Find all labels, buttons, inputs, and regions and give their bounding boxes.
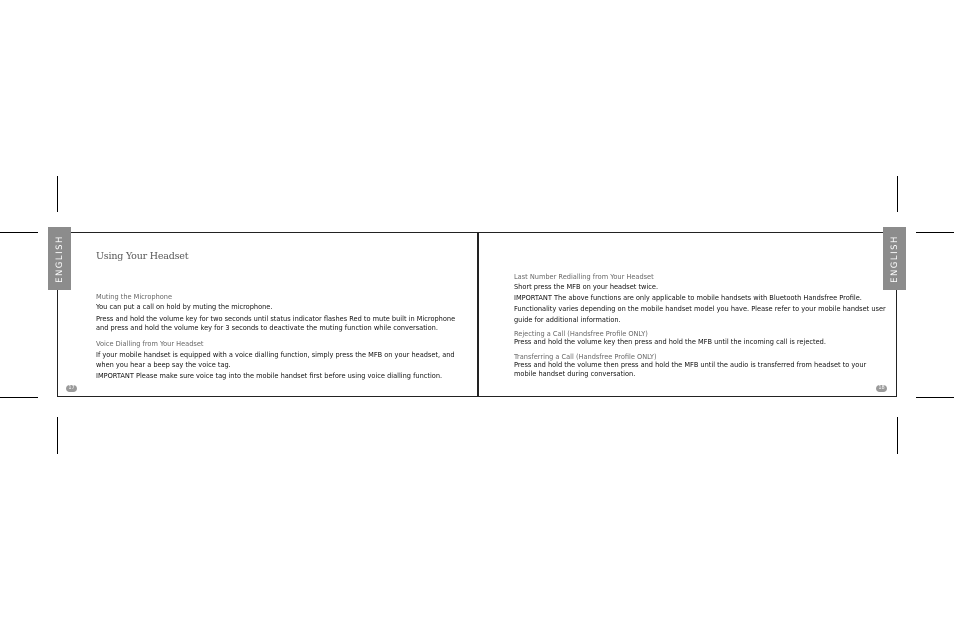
language-tab-label: ENGLISH: [54, 234, 65, 283]
important-note: IMPORTANT Please make sure voice tag into the mobile handset first before using voice dialling function.: [96, 372, 443, 380]
crop-mark: [916, 232, 954, 233]
page-title: Using Your Headset: [96, 251, 189, 262]
crop-mark: [57, 417, 58, 454]
important-note: IMPORTANT The above functions are only applicable to mobile handsets with Bluetooth Handsfree Profile.: [514, 294, 862, 302]
redial-text-line: Short press the MFB on your headset twice.: [514, 283, 659, 291]
language-tab-left: [48, 227, 71, 290]
crop-mark: [916, 397, 954, 398]
language-tab-right: [883, 227, 906, 290]
page-number-right: 18: [876, 385, 887, 392]
voice-dialling-text-line: when you hear a beep say the voice tag.: [96, 361, 231, 369]
section-heading-muting: Muting the Microphone: [96, 293, 173, 301]
language-tab-label: ENGLISH: [889, 234, 900, 283]
redial-text-line: guide for additional information.: [514, 316, 621, 324]
crop-mark: [897, 176, 898, 212]
section-heading-redial: Last Number Redialling from Your Headset: [514, 273, 654, 281]
section-heading-rejecting: Rejecting a Call (Handsfree Profile ONLY): [514, 330, 648, 338]
muting-text-line: You can put a call on hold by muting the microphone.: [96, 303, 273, 311]
crop-mark: [0, 397, 38, 398]
page-divider: [477, 232, 479, 397]
voice-dialling-text-line: If your mobile handset is equipped with a voice dialling function, simply press the MFB on your headset, and: [96, 351, 455, 359]
muting-text-line: Press and hold the volume key for two seconds until status indicator flashes Red to mute built in Microphone: [96, 315, 456, 323]
section-heading-transferring: Transferring a Call (Handsfree Profile ONLY): [514, 353, 657, 361]
crop-mark: [0, 232, 38, 233]
transferring-text-line: Press and hold the volume then press and hold the MFB until the audio is transferred from headset to your: [514, 361, 867, 369]
rejecting-text-line: Press and hold the volume key then press and hold the MFB until the incoming call is rejected.: [514, 338, 826, 346]
crop-mark: [57, 176, 58, 212]
section-heading-voice-dialling: Voice Dialling from Your Headset: [96, 340, 204, 348]
redial-text-line: Functionality varies depending on the mobile handset model you have. Please refer to your mobile handset user: [514, 305, 886, 313]
page-number-left: 17: [66, 385, 77, 392]
crop-mark: [897, 417, 898, 454]
transferring-text-line: mobile handset during conversation.: [514, 370, 636, 378]
muting-text-line: and press and hold the volume key for 3 seconds to deactivate the muting function while conversation.: [96, 324, 438, 332]
